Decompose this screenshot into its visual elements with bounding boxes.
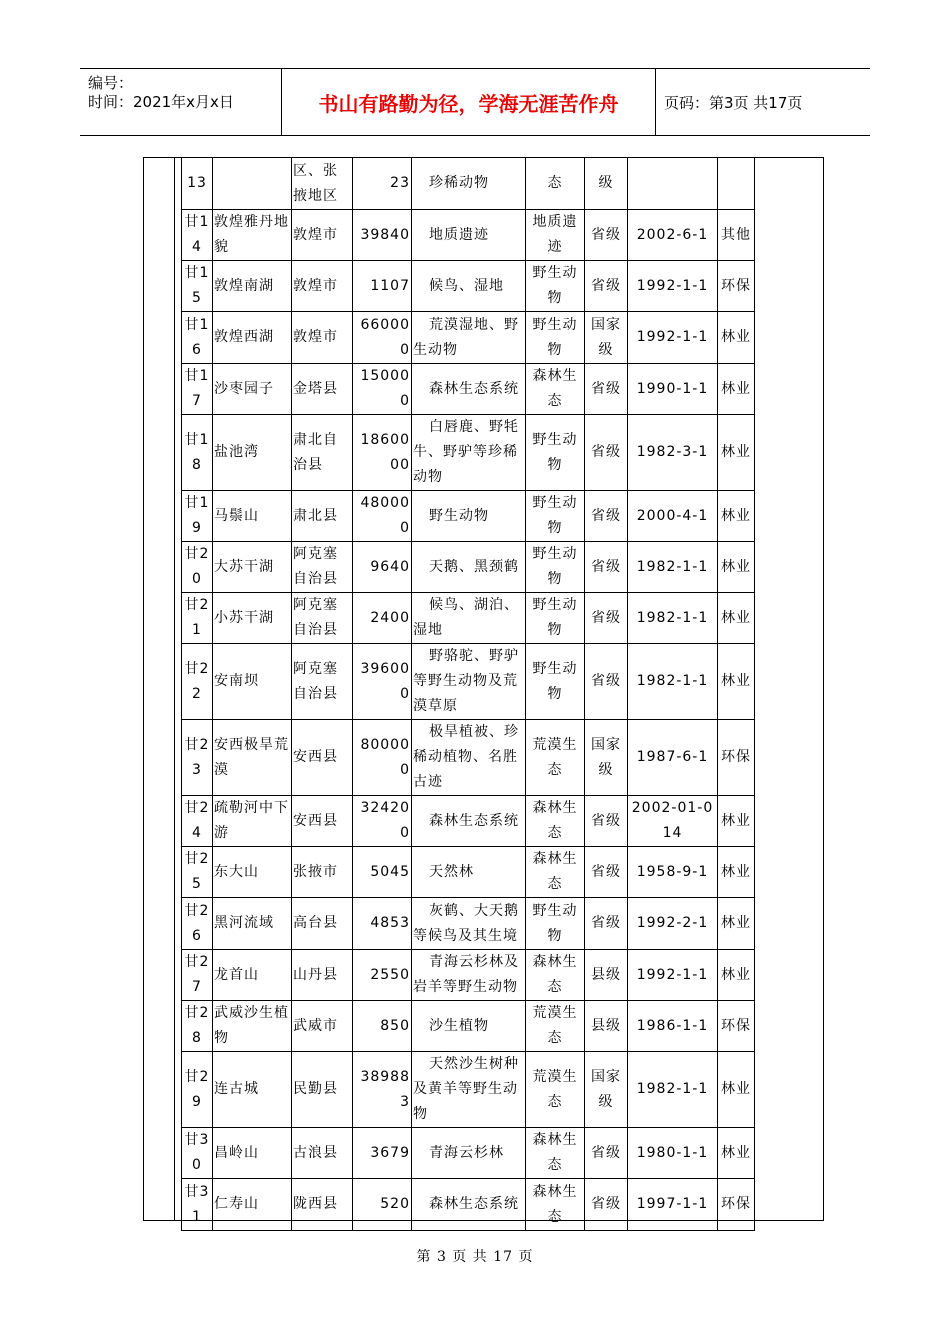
reserve-type-cell: 森林生态 [526,1128,585,1179]
page-header [80,68,870,136]
row-number-cell: 甘20 [182,542,213,593]
table-row [182,1001,755,1052]
department-cell: 林业 [718,364,755,415]
row-number-cell: 甘21 [182,593,213,644]
established-date-cell: 1987-6-1 [628,720,718,796]
row-number-cell: 甘26 [182,898,213,950]
reserve-level-cell: 省级 [585,364,628,415]
reserve-name-cell: 盐池湾 [213,415,292,491]
reserve-type-cell: 荒漠生态 [526,1001,585,1052]
established-date-cell: 1982-1-1 [628,644,718,720]
reserve-type-cell: 野生动物 [526,312,585,364]
department-cell: 林业 [718,1128,755,1179]
reserve-level-cell: 省级 [585,796,628,847]
area-cell: 2400 [353,593,412,644]
table-row [182,542,755,593]
reserve-level-cell: 县级 [585,950,628,1001]
table-row [182,158,755,210]
reserve-type-cell: 野生动物 [526,491,585,542]
location-cell: 武威市 [292,1001,353,1052]
row-number-cell: 甘18 [182,415,213,491]
location-cell: 金塔县 [292,364,353,415]
location-cell: 敦煌市 [292,261,353,312]
time-label: 时间：2021年x月x日 [88,93,234,111]
reserve-name-cell: 昌岭山 [213,1128,292,1179]
row-number-cell: 甘14 [182,210,213,261]
table-row [182,847,755,898]
protected-object-cell: 白唇鹿、野牦牛、野驴等珍稀动物 [412,415,526,491]
table-row [182,312,755,364]
reserve-type-cell: 态 [526,158,585,210]
location-cell: 阿克塞自治县 [292,644,353,720]
row-number-cell: 甘17 [182,364,213,415]
department-cell: 林业 [718,847,755,898]
reserve-name-cell [213,158,292,210]
location-cell: 古浪县 [292,1128,353,1179]
reserve-type-cell: 森林生态 [526,796,585,847]
location-cell: 民勤县 [292,1052,353,1128]
established-date-cell: 1990-1-1 [628,364,718,415]
table-row [182,720,755,796]
location-cell: 陇西县 [292,1179,353,1231]
reserve-name-cell: 敦煌雅丹地貌 [213,210,292,261]
reserve-level-cell: 省级 [585,542,628,593]
established-date-cell: 1992-1-1 [628,950,718,1001]
protected-object-cell: 极旱植被、珍稀动植物、名胜古迹 [412,720,526,796]
reserve-type-cell: 野生动物 [526,593,585,644]
table-row [182,950,755,1001]
department-cell: 环保 [718,720,755,796]
reserve-name-cell: 东大山 [213,847,292,898]
area-cell: 3679 [353,1128,412,1179]
protected-object-cell: 地质遗迹 [412,210,526,261]
established-date-cell: 1980-1-1 [628,1128,718,1179]
table-row [182,593,755,644]
table-row [182,1128,755,1179]
reserve-name-cell: 安西极旱荒漠 [213,720,292,796]
reserve-type-cell: 野生动物 [526,542,585,593]
table-row [182,491,755,542]
row-number-cell: 甘31 [182,1179,213,1231]
reserve-level-cell: 省级 [585,1179,628,1231]
table-row [182,261,755,312]
protected-object-cell: 森林生态系统 [412,1179,526,1231]
table-row [182,1052,755,1128]
area-cell: 1107 [353,261,412,312]
reserve-level-cell: 国家级 [585,312,628,364]
row-number-cell: 甘25 [182,847,213,898]
protected-object-cell: 候鸟、湿地 [412,261,526,312]
area-cell: 520 [353,1179,412,1231]
established-date-cell: 1986-1-1 [628,1001,718,1052]
reserve-level-cell: 省级 [585,644,628,720]
reserve-name-cell: 仁寿山 [213,1179,292,1231]
reserve-level-cell: 县级 [585,1001,628,1052]
protected-object-cell: 荒漠湿地、野生动物 [412,312,526,364]
established-date-cell [628,158,718,210]
reserve-type-cell: 森林生态 [526,364,585,415]
department-cell: 林业 [718,415,755,491]
table-row [182,796,755,847]
department-cell: 其他 [718,210,755,261]
row-number-cell: 甘19 [182,491,213,542]
row-number-cell: 甘16 [182,312,213,364]
row-number-cell: 甘24 [182,796,213,847]
reserve-level-cell: 省级 [585,415,628,491]
table-row [182,210,755,261]
area-cell: 850 [353,1001,412,1052]
location-cell: 敦煌市 [292,210,353,261]
location-cell: 山丹县 [292,950,353,1001]
department-cell: 环保 [718,261,755,312]
location-cell: 安西县 [292,720,353,796]
protected-object-cell: 森林生态系统 [412,796,526,847]
department-cell: 环保 [718,1179,755,1231]
protected-object-cell: 珍稀动物 [412,158,526,210]
protected-object-cell: 天然林 [412,847,526,898]
row-number-cell: 甘29 [182,1052,213,1128]
area-cell: 150000 [353,364,412,415]
established-date-cell: 1992-1-1 [628,261,718,312]
area-cell: 39840 [353,210,412,261]
reserve-name-cell: 疏勒河中下游 [213,796,292,847]
protected-object-cell: 森林生态系统 [412,364,526,415]
reserve-name-cell: 敦煌西湖 [213,312,292,364]
location-cell: 阿克塞自治县 [292,542,353,593]
area-cell: 396000 [353,644,412,720]
location-cell: 敦煌市 [292,312,353,364]
reserve-type-cell: 野生动物 [526,644,585,720]
department-cell: 林业 [718,796,755,847]
reserve-name-cell: 黑河流域 [213,898,292,950]
protected-object-cell: 野生动物 [412,491,526,542]
protected-object-cell: 天鹅、黑颈鹤 [412,542,526,593]
reserve-type-cell: 森林生态 [526,1179,585,1231]
protected-object-cell: 天然沙生树种及黄羊等野生动物 [412,1052,526,1128]
row-number-cell: 甘27 [182,950,213,1001]
table-row [182,898,755,950]
department-cell: 林业 [718,898,755,950]
row-number-cell: 甘15 [182,261,213,312]
reserve-name-cell: 小苏干湖 [213,593,292,644]
area-cell: 324200 [353,796,412,847]
area-cell: 2550 [353,950,412,1001]
area-cell: 23 [353,158,412,210]
reserve-name-cell: 马鬃山 [213,491,292,542]
reserve-level-cell: 省级 [585,593,628,644]
reserve-level-cell: 省级 [585,898,628,950]
reserve-type-cell: 荒漠生态 [526,720,585,796]
reserve-type-cell: 野生动物 [526,898,585,950]
established-date-cell: 1982-1-1 [628,542,718,593]
established-date-cell: 1997-1-1 [628,1179,718,1231]
established-date-cell: 1992-2-1 [628,898,718,950]
reserve-name-cell: 安南坝 [213,644,292,720]
frame-inner-line [174,157,175,1221]
reserve-table [181,157,755,1231]
reserve-type-cell: 野生动物 [526,415,585,491]
area-cell: 4853 [353,898,412,950]
reserve-name-cell: 大苏干湖 [213,542,292,593]
location-cell: 张掖市 [292,847,353,898]
reserve-level-cell: 省级 [585,847,628,898]
reserve-level-cell: 级 [585,158,628,210]
reserve-type-cell: 野生动物 [526,261,585,312]
reserve-type-cell: 荒漠生态 [526,1052,585,1128]
department-cell: 林业 [718,491,755,542]
established-date-cell: 1982-1-1 [628,593,718,644]
area-cell: 389883 [353,1052,412,1128]
area-cell: 800000 [353,720,412,796]
header-page-label: 页码：第3页 共17页 [664,93,803,112]
code-label: 编号： [88,74,134,92]
location-cell: 阿克塞自治县 [292,593,353,644]
reserve-level-cell: 国家级 [585,720,628,796]
reserve-name-cell: 敦煌南湖 [213,261,292,312]
table-row [182,644,755,720]
header-motto: 书山有路勤为径，学海无涯苦作舟 [282,69,656,135]
table-row [182,364,755,415]
department-cell [718,158,755,210]
established-date-cell: 2000-4-1 [628,491,718,542]
reserve-type-cell: 地质遗迹 [526,210,585,261]
table-body [182,158,755,1231]
protected-object-cell: 青海云杉林 [412,1128,526,1179]
area-cell: 480000 [353,491,412,542]
established-date-cell: 1958-9-1 [628,847,718,898]
department-cell: 林业 [718,593,755,644]
area-cell: 1860000 [353,415,412,491]
department-cell: 林业 [718,1052,755,1128]
row-number-cell: 甘22 [182,644,213,720]
reserve-level-cell: 国家级 [585,1052,628,1128]
department-cell: 林业 [718,950,755,1001]
reserve-name-cell: 沙枣园子 [213,364,292,415]
reserve-name-cell: 连古城 [213,1052,292,1128]
established-date-cell: 2002-01-014 [628,796,718,847]
established-date-cell: 1992-1-1 [628,312,718,364]
location-cell: 肃北县 [292,491,353,542]
reserve-type-cell: 森林生态 [526,950,585,1001]
department-cell: 林业 [718,644,755,720]
table-row [182,415,755,491]
reserve-name-cell: 武威沙生植物 [213,1001,292,1052]
reserve-level-cell: 省级 [585,491,628,542]
protected-object-cell: 沙生植物 [412,1001,526,1052]
row-number-cell: 甘30 [182,1128,213,1179]
protected-object-cell: 灰鹤、大天鹅等候鸟及其生境 [412,898,526,950]
reserve-level-cell: 省级 [585,210,628,261]
page-footer: 第 3 页 共 17 页 [416,1249,534,1265]
department-cell: 林业 [718,542,755,593]
area-cell: 5045 [353,847,412,898]
area-cell: 9640 [353,542,412,593]
location-cell: 区、张掖地区 [292,158,353,210]
protected-object-cell: 野骆驼、野驴等野生动物及荒漠草原 [412,644,526,720]
established-date-cell: 1982-1-1 [628,1052,718,1128]
protected-object-cell: 青海云杉林及岩羊等野生动物 [412,950,526,1001]
row-number-cell: 甘28 [182,1001,213,1052]
protected-object-cell: 候鸟、湖泊、湿地 [412,593,526,644]
reserve-name-cell: 龙首山 [213,950,292,1001]
location-cell: 肃北自治县 [292,415,353,491]
location-cell: 安西县 [292,796,353,847]
table-row [182,1179,755,1231]
header-info-cell [80,69,282,135]
department-cell: 林业 [718,312,755,364]
row-number-cell: 甘23 [182,720,213,796]
reserve-level-cell: 省级 [585,261,628,312]
reserve-level-cell: 省级 [585,1128,628,1179]
established-date-cell: 2002-6-1 [628,210,718,261]
reserve-type-cell: 森林生态 [526,847,585,898]
department-cell: 环保 [718,1001,755,1052]
location-cell: 高台县 [292,898,353,950]
established-date-cell: 1982-3-1 [628,415,718,491]
area-cell: 660000 [353,312,412,364]
row-number-cell: 13 [182,158,213,210]
